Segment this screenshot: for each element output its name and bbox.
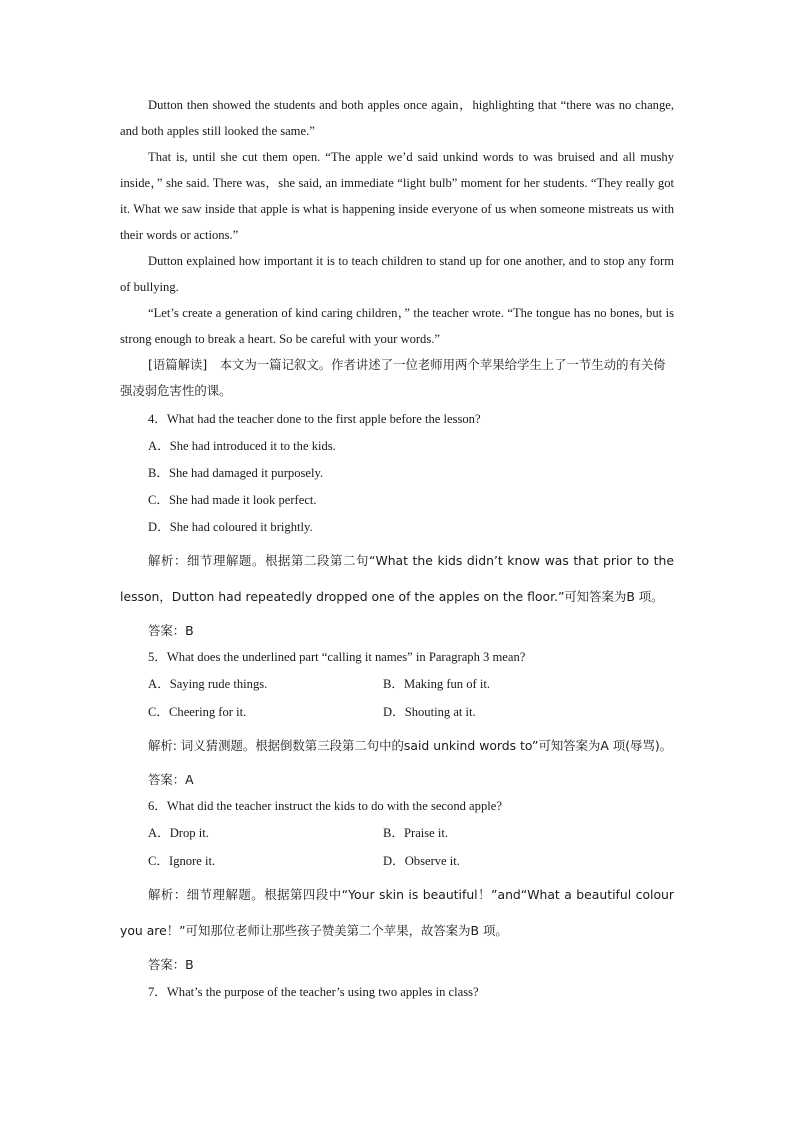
option-4a: A．She had introduced it to the kids. — [148, 439, 336, 453]
option-5c: C．Cheering for it. — [148, 704, 247, 719]
option-4c: C．She had made it look perfect. — [148, 493, 317, 507]
question-7: 7．What’s the purpose of the teacher’s using two apples in class? — [148, 985, 479, 999]
question-4: 4．What had the teacher done to the first apple before the lesson? — [148, 412, 481, 426]
explanation-5: 解析: 词义猜测题。根据倒数第三段第二句中的said unkind words to”可知答案为A 项(辱骂)。 — [148, 738, 673, 753]
answer-4: 答案：B — [148, 623, 194, 638]
option-5b: B．Making fun of it. — [383, 677, 491, 691]
passage-paragraph: That is, until she cut them open. “The apple we’d said unkind words to was bruised and all mushy inside，” she said. There was，she said, an immediate “light bulb” moment for her students. “They really got it. What we saw inside that apple is what is happening inside everyone of us when someone mistreats us with their words or actions.” — [120, 150, 674, 242]
options-row-6cd — [148, 848, 674, 876]
question-5: 5．What does the underlined part “calling it names” in Paragraph 3 mean? — [148, 650, 526, 664]
option-5d: D．Shouting at it. — [383, 704, 476, 719]
answer-5: 答案：A — [148, 772, 194, 787]
answer-6: 答案：B — [148, 957, 194, 972]
option-5a: A．Saying rude things. — [148, 677, 268, 691]
explanation-6: 解析：细节理解题。根据第四段中“Your skin is beautiful！”and“What a beautiful colour you are！”可知那位老师让那些孩子赞美第二个苹果，故答案为B 项。 — [120, 887, 674, 938]
option-4d: D．She had coloured it brightly. — [148, 520, 313, 534]
options-row-5ab — [148, 671, 674, 699]
option-6a: A．Drop it. — [148, 826, 209, 840]
reading-note: [语篇解读] 本文为一篇记叙文。作者讲述了一位老师用两个苹果给学生上了一节生动的有关倚强凌弱危害性的课。 — [120, 357, 666, 398]
question-6: 6．What did the teacher instruct the kids to do with the second apple? — [148, 799, 502, 813]
option-6b: B．Praise it. — [383, 826, 449, 840]
passage-paragraph: Dutton then showed the students and both apples once again，highlighting that “there was no change, and both apples still looked the same.” — [120, 98, 674, 138]
option-4b: B．She had damaged it purposely. — [148, 466, 324, 480]
explanation-4: 解析：细节理解题。根据第二段第二句“What the kids didn’t know was that prior to the lesson，Dutton had repeatedly dropped one of the apples on the floor.”可知答案为B 项。 — [120, 553, 674, 604]
option-6d: D．Observe it. — [383, 853, 460, 868]
passage-paragraph: “Let’s create a generation of kind caring children，” the teacher wrote. “The tongue has no bones, but is strong enough to break a heart. So be careful with your words.” — [120, 306, 674, 346]
option-6c: C．Ignore it. — [148, 853, 216, 868]
options-row-6ab — [148, 820, 674, 848]
options-row-5cd — [148, 699, 674, 727]
document-content — [120, 92, 674, 1006]
passage-paragraph: Dutton explained how important it is to teach children to stand up for one another, and to stop any form of bullying. — [120, 254, 674, 294]
